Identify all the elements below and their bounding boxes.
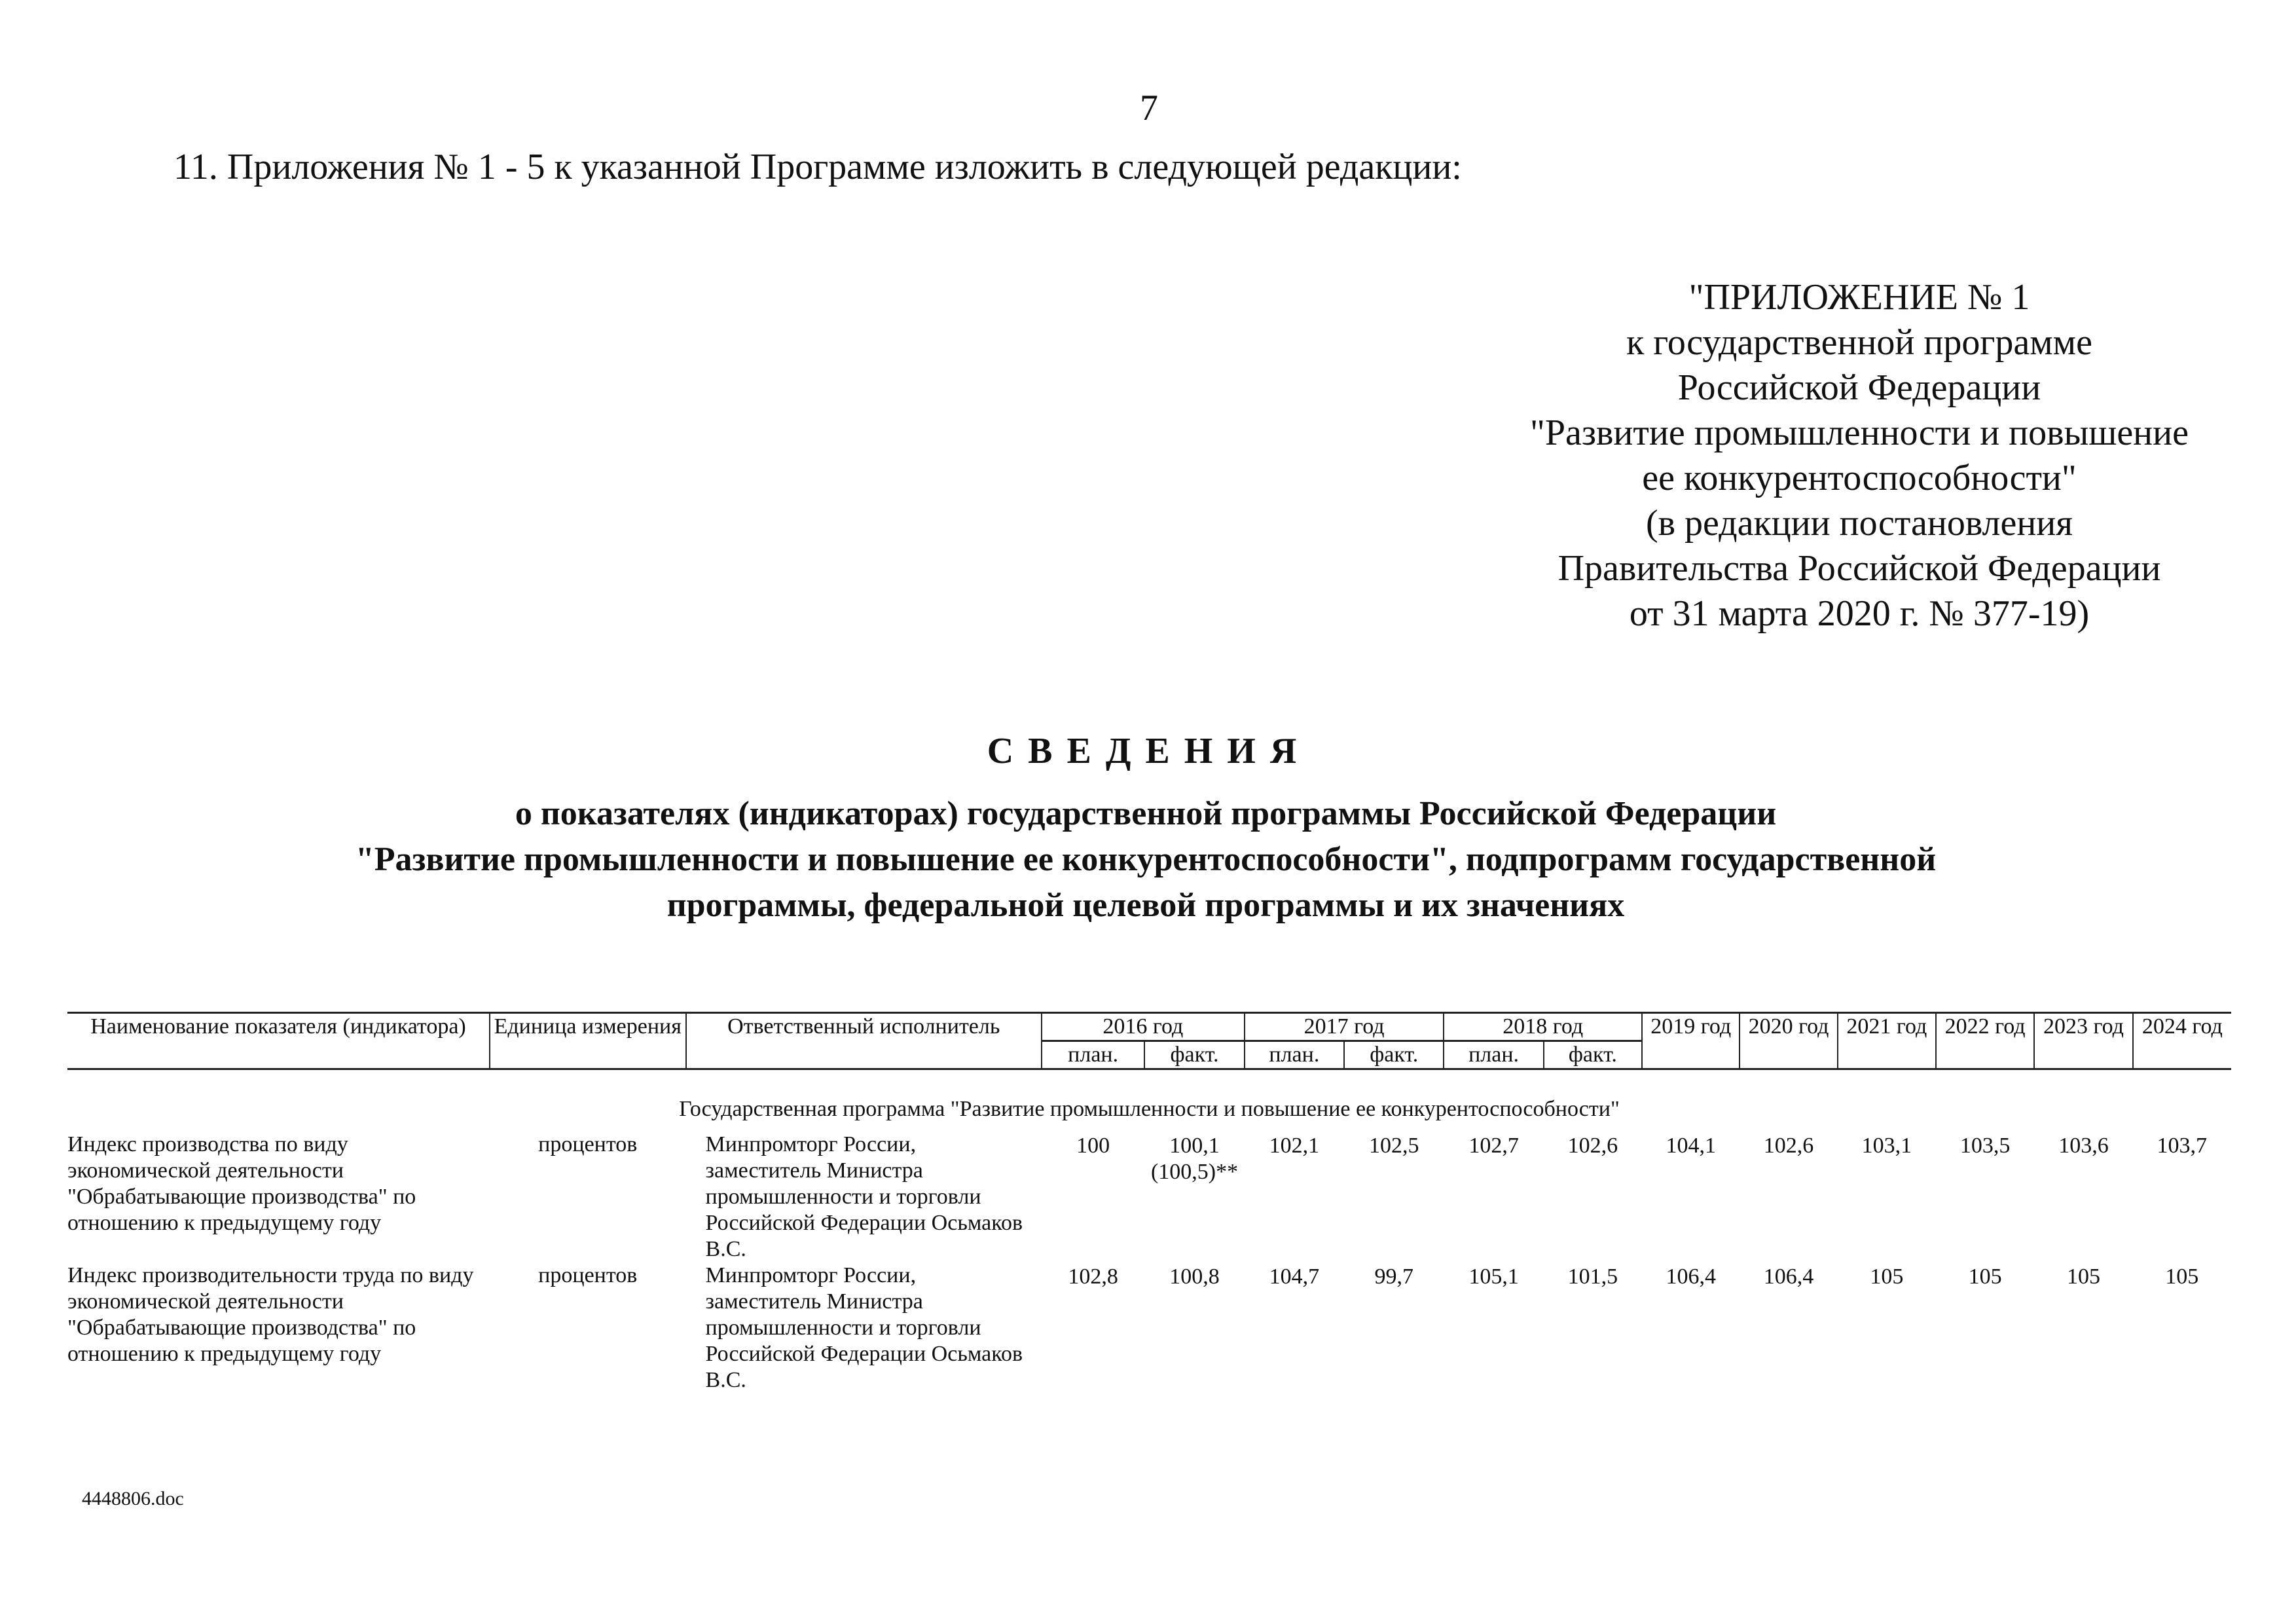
intro-paragraph: 11. Приложения № 1 - 5 к указанной Программе изложить в следующей редакции: <box>173 147 1462 187</box>
appendix-line: к государственной программе <box>1626 322 2092 363</box>
appendix-line: ее конкурентоспособности" <box>1642 458 2077 498</box>
header-responsible: Ответственный исполнитель <box>686 1013 1042 1069</box>
header-year-2020: 2020 год <box>1740 1013 1837 1069</box>
value-2019: 104,1 <box>1666 1134 1716 1158</box>
value-plan-2017: 102,1 <box>1269 1134 1320 1158</box>
value-2023: 105 <box>2066 1264 2100 1289</box>
header-year-2024: 2024 год <box>2133 1013 2231 1069</box>
value-plan-2016: 100 <box>1076 1134 1110 1158</box>
value-plan-2018: 105,1 <box>1468 1264 1519 1289</box>
value-fact-2016 <box>1144 1132 1244 1263</box>
value-2021: 103,1 <box>1861 1134 1912 1158</box>
appendix-line: от 31 марта 2020 г. № 377-19) <box>1629 593 2090 634</box>
indicator-responsible: Минпромторг России, заместитель Министра промышленности и торговли Российской Федерации Осьмаков В.С. <box>705 1263 1023 1392</box>
indicator-unit: процентов <box>538 1263 638 1287</box>
header-year-2016: 2016 год <box>1042 1013 1245 1041</box>
value-plan-2017: 104,7 <box>1269 1264 1320 1289</box>
value-2024: 105 <box>2165 1264 2199 1289</box>
header-plan-2016: план. <box>1042 1041 1144 1069</box>
value-fact-2018: 102,6 <box>1567 1134 1618 1158</box>
value-2022: 103,5 <box>1959 1134 2011 1158</box>
indicators-table <box>67 1012 2231 1393</box>
value-plan-2016: 102,8 <box>1068 1264 1118 1289</box>
document-subtitle <box>131 791 2160 929</box>
header-year-2017: 2017 год <box>1245 1013 1444 1041</box>
appendix-line: "ПРИЛОЖЕНИЕ № 1 <box>1688 277 2030 318</box>
value-2019: 106,4 <box>1666 1264 1716 1289</box>
value-2023: 103,6 <box>2058 1134 2109 1158</box>
value-fact-2016: 100,8 <box>1169 1264 1220 1289</box>
document-title: СВЕДЕНИЯ <box>987 731 1311 771</box>
appendix-line: Российской Федерации <box>1677 367 2041 408</box>
value-fact-2017: 99,7 <box>1374 1264 1413 1289</box>
indicator-unit: процентов <box>538 1132 638 1156</box>
header-fact-2016: факт. <box>1144 1041 1244 1069</box>
header-unit: Единица измерения <box>490 1013 686 1069</box>
header-fact-2017: факт. <box>1344 1041 1444 1069</box>
header-year-2018: 2018 год <box>1444 1013 1642 1041</box>
value-fact-2018: 101,5 <box>1567 1264 1618 1289</box>
value-fact-2017: 102,5 <box>1368 1134 1419 1158</box>
header-fact-2018: факт. <box>1544 1041 1642 1069</box>
appendix-heading <box>1473 275 2246 637</box>
value-2024: 103,7 <box>2157 1134 2208 1158</box>
subtitle-line: "Развитие промышленности и повышение ее конкурентоспособности", подпрограмм государственной <box>355 841 1937 878</box>
subtitle-line: о показателях (индикаторах) государственной программы Российской Федерации <box>515 795 1777 832</box>
indicator-name: Индекс производительности труда по виду экономической деятельности "Обрабатывающие производства" по отношению к предыдущему году <box>67 1263 474 1366</box>
header-year-2022: 2022 год <box>1936 1013 2034 1069</box>
indicator-responsible: Минпромторг России, заместитель Министра промышленности и торговли Российской Федерации Осьмаков В.С. <box>705 1132 1023 1261</box>
header-name: Наименование показателя (индикатора) <box>67 1013 490 1069</box>
subtitle-line: программы, федеральной целевой программы и их значениях <box>666 887 1625 924</box>
value-2020: 102,6 <box>1763 1134 1814 1158</box>
page-number: 7 <box>1140 88 1158 128</box>
header-year-2021: 2021 год <box>1838 1013 1936 1069</box>
value-2021: 105 <box>1870 1264 1904 1289</box>
appendix-line: Правительства Российской Федерации <box>1558 548 2161 589</box>
indicator-name: Индекс производства по виду экономической деятельности "Обрабатывающие производства" по отношению к предыдущему году <box>67 1132 416 1235</box>
header-year-2023: 2023 год <box>2034 1013 2132 1069</box>
document-file-id: 4448806.doc <box>82 1488 184 1509</box>
value-plan-2018: 102,7 <box>1468 1134 1519 1158</box>
header-plan-2017: план. <box>1245 1041 1344 1069</box>
value-fact-2016-main: 100,1 <box>1169 1134 1220 1158</box>
appendix-line: "Развитие промышленности и повышение <box>1530 413 2189 453</box>
header-year-2019: 2019 год <box>1642 1013 1740 1069</box>
value-fact-2016-note: (100,5)** <box>1150 1160 1239 1184</box>
appendix-line: (в редакции постановления <box>1645 503 2073 544</box>
table-row <box>67 1263 2231 1393</box>
table-row <box>67 1132 2231 1263</box>
header-plan-2018: план. <box>1444 1041 1543 1069</box>
value-2020: 106,4 <box>1763 1264 1814 1289</box>
value-2022: 105 <box>1968 1264 2002 1289</box>
program-title: Государственная программа "Развитие промышленности и повышение ее конкурентоспособности" <box>679 1097 1620 1121</box>
